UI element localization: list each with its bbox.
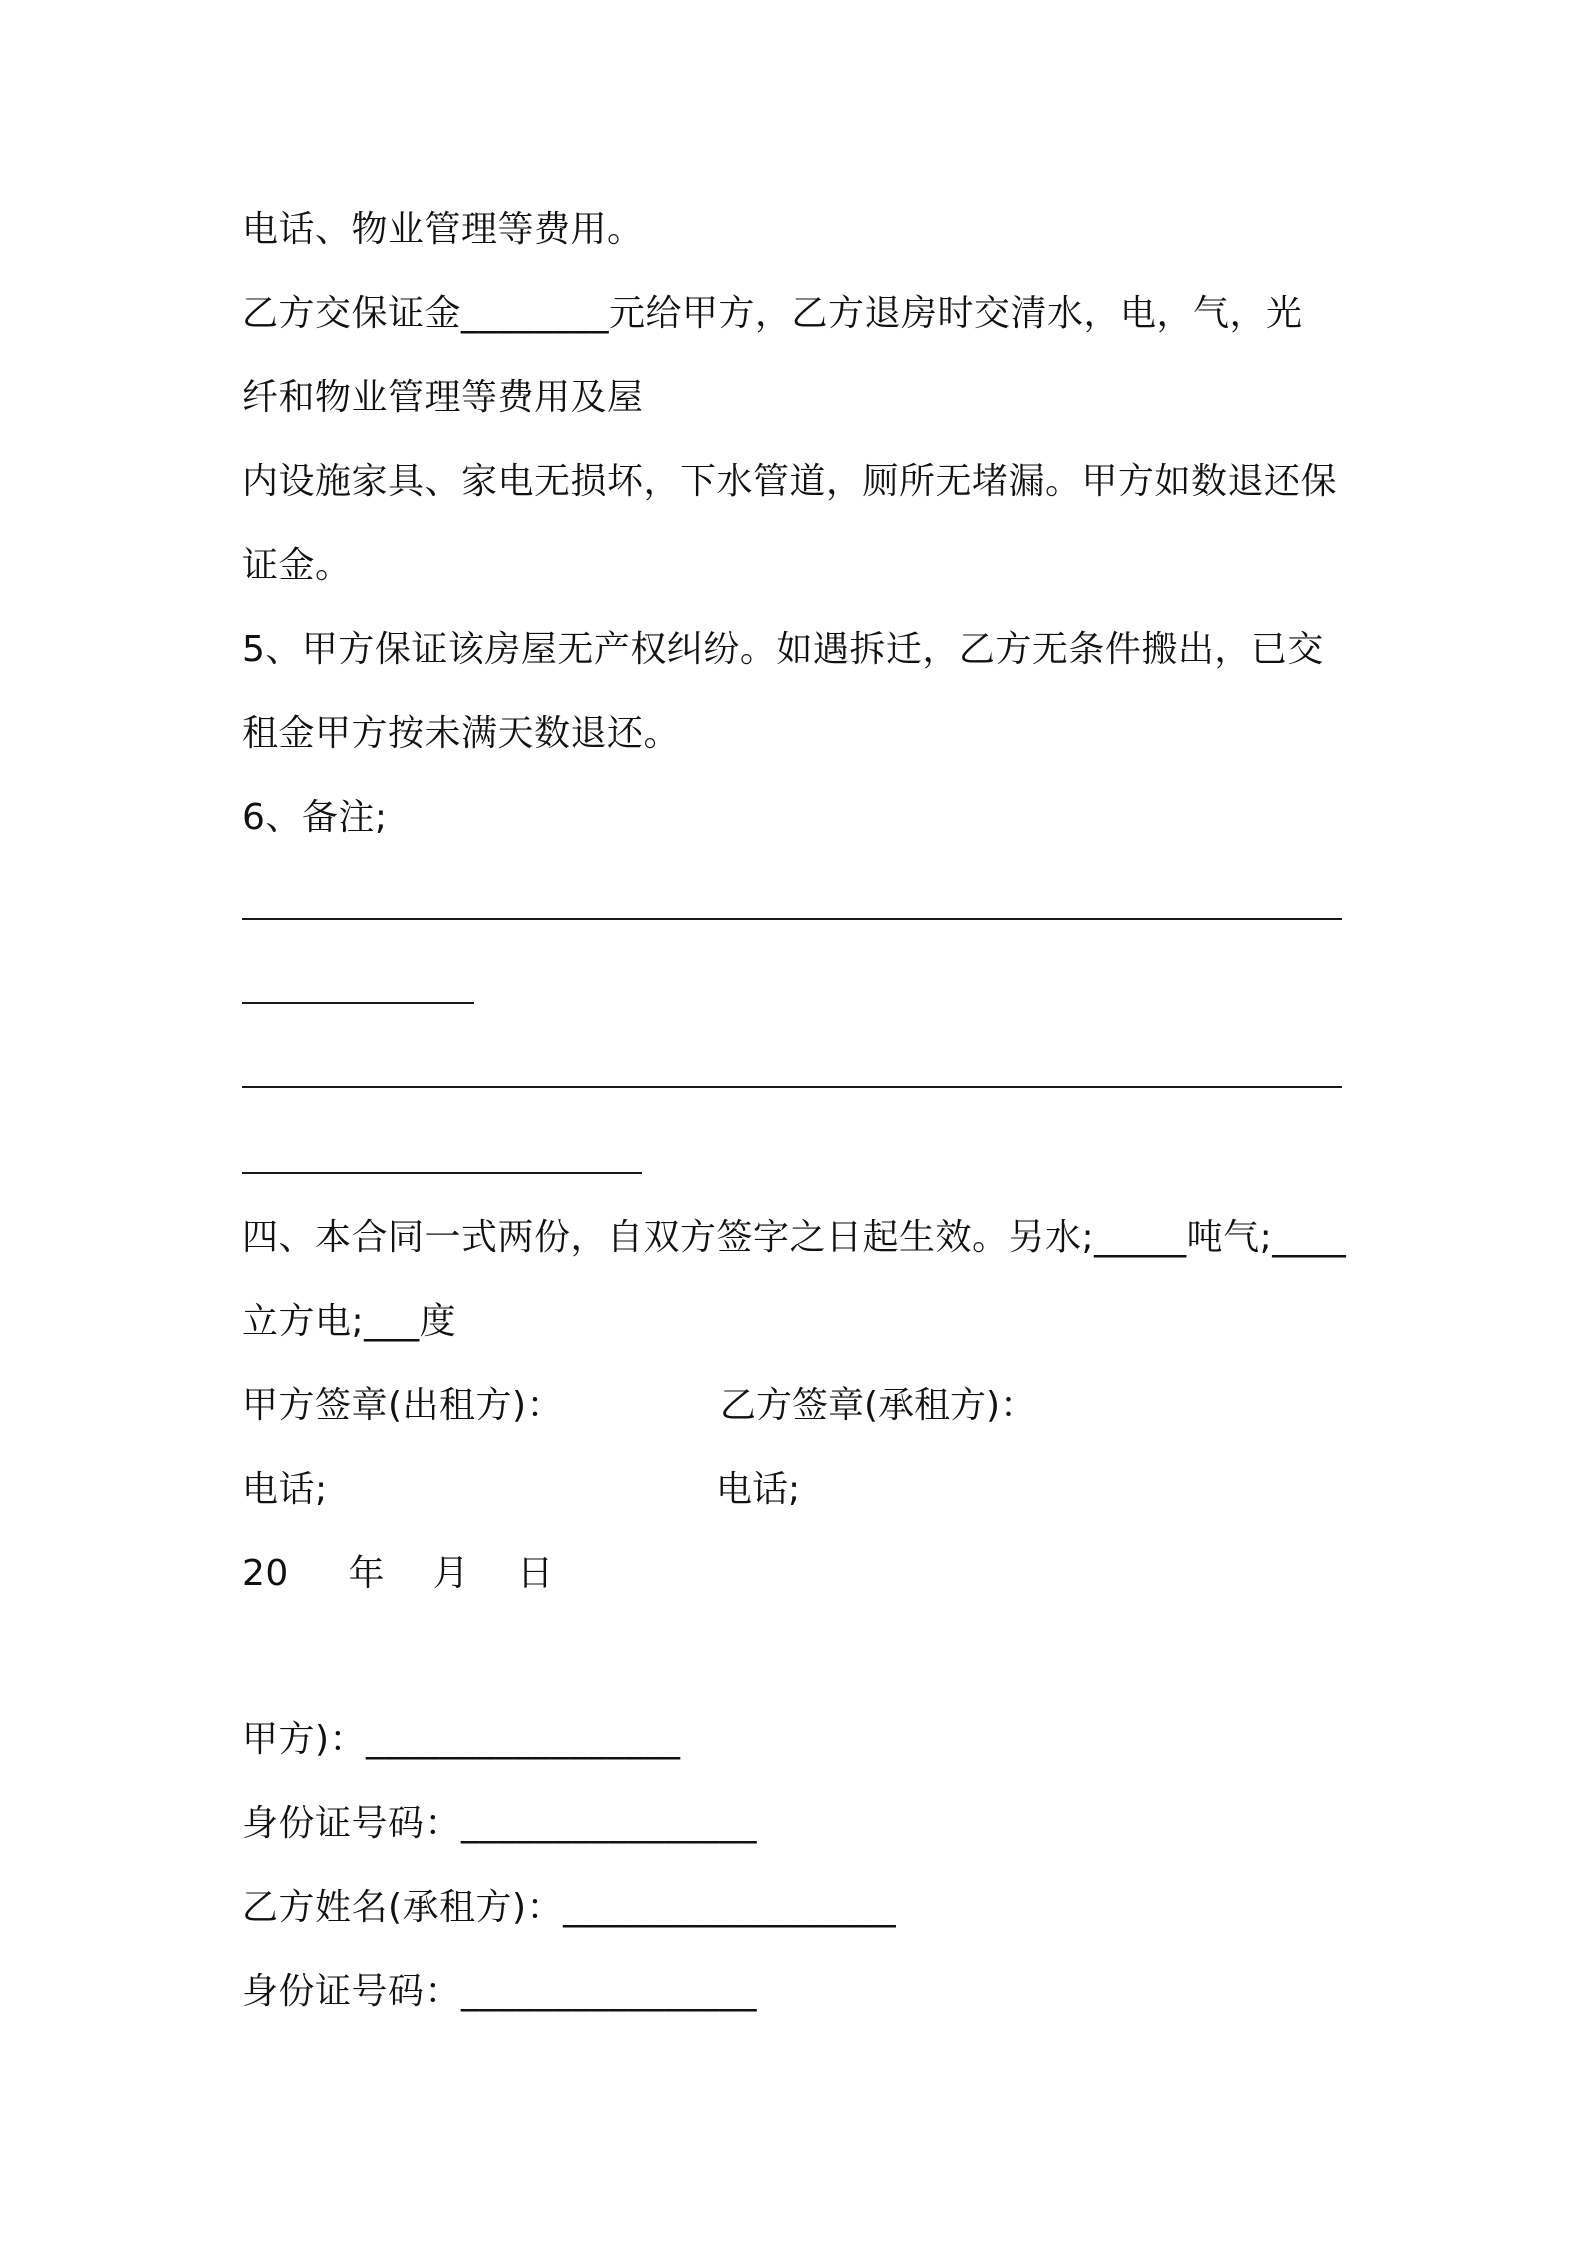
remarks-underline-2 [242, 1002, 474, 1004]
text-line-facilities: 内设施家具、家电无损坏，下水管道，厕所无堵漏。甲方如数退还保 [242, 461, 1338, 502]
party-b-id-field: 身份证号码：________________ [242, 1971, 758, 2012]
text-line-clause-5: 5、甲方保证该房屋无产权纠纷。如遇拆迁，乙方无条件搬出，已交 [242, 629, 1324, 670]
text-line-deposit-cont: 纤和物业管理等费用及屋 [242, 377, 644, 418]
text-line-deposit: 乙方交保证金________元给甲方，乙方退房时交清水，电，气，光 [242, 293, 1303, 334]
text-line-clause-four-cont: 立方电;___度 [242, 1301, 457, 1342]
remarks-underline-4 [242, 1172, 642, 1174]
party-b-name-field: 乙方姓名(承租方)：__________________ [242, 1887, 897, 1928]
text-line-clause-four: 四、本合同一式两份，自双方签字之日起生效。另水;_____吨气;____ [242, 1217, 1347, 1258]
text-line-deposit-return: 证金。 [242, 545, 352, 586]
party-a-name-field: 甲方)：_________________ [242, 1719, 681, 1760]
signing-date: 20 年 月 日 [242, 1553, 554, 1594]
party-a-phone-label: 电话; [242, 1469, 328, 1510]
text-line-clause-6-remarks: 6、备注; [242, 797, 388, 838]
remarks-underline-1 [242, 918, 1342, 920]
text-line-fees: 电话、物业管理等费用。 [242, 209, 644, 250]
party-b-phone-label: 电话; [716, 1469, 801, 1510]
text-line-clause-5-cont: 租金甲方按未满天数退还。 [242, 713, 681, 754]
party-b-seal-label: 乙方签章(承租方)： [720, 1385, 1037, 1426]
party-a-id-field: 身份证号码：________________ [242, 1803, 758, 1844]
party-a-seal-label: 甲方签章(出租方)： [242, 1385, 564, 1426]
remarks-underline-3 [242, 1086, 1342, 1088]
